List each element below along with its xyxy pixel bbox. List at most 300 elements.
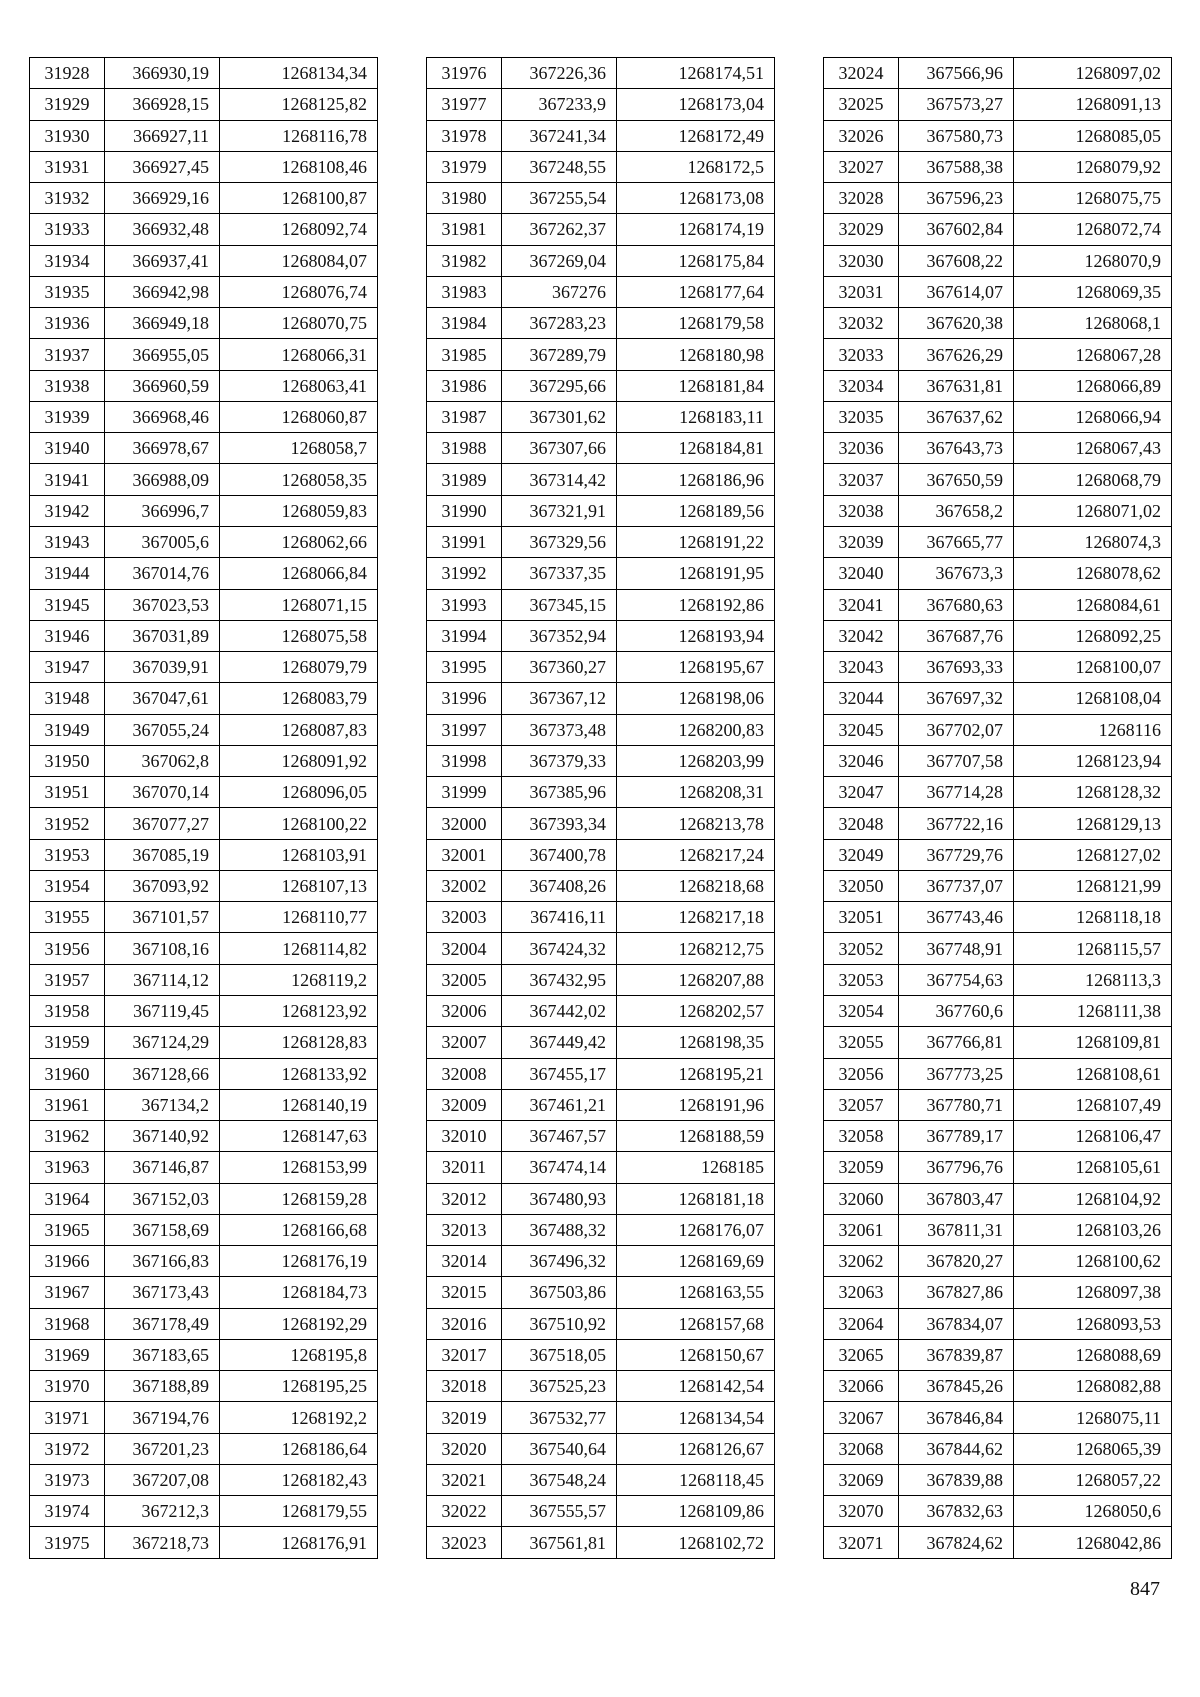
y-coordinate-cell: 1268119,2 xyxy=(220,964,378,995)
table-row xyxy=(824,683,1172,714)
x-coordinate-cell: 367114,12 xyxy=(105,964,220,995)
x-coordinate-cell: 367014,76 xyxy=(105,558,220,589)
table-row xyxy=(427,1058,775,1089)
x-coordinate-cell: 367665,77 xyxy=(899,526,1014,557)
x-coordinate-cell: 367212,3 xyxy=(105,1496,220,1527)
table-row xyxy=(427,870,775,901)
table-row xyxy=(30,89,378,120)
table-row xyxy=(30,1152,378,1183)
y-coordinate-cell: 1268091,13 xyxy=(1014,89,1172,120)
coordinate-table-3 xyxy=(823,57,1172,1559)
y-coordinate-cell: 1268189,56 xyxy=(617,495,775,526)
table-row xyxy=(30,1121,378,1152)
y-coordinate-cell: 1268110,77 xyxy=(220,902,378,933)
y-coordinate-cell: 1268050,6 xyxy=(1014,1496,1172,1527)
point-number-cell: 31931 xyxy=(30,151,105,182)
table-row xyxy=(427,1027,775,1058)
x-coordinate-cell: 367023,53 xyxy=(105,589,220,620)
point-number-cell: 31999 xyxy=(427,777,502,808)
point-number-cell: 32013 xyxy=(427,1214,502,1245)
table-row xyxy=(824,1496,1172,1527)
x-coordinate-cell: 367525,23 xyxy=(502,1371,617,1402)
y-coordinate-cell: 1268198,35 xyxy=(617,1027,775,1058)
table-row xyxy=(30,433,378,464)
table-row xyxy=(427,589,775,620)
point-number-cell: 32018 xyxy=(427,1371,502,1402)
point-number-cell: 32064 xyxy=(824,1308,899,1339)
table-row xyxy=(824,1339,1172,1370)
table-row xyxy=(824,89,1172,120)
x-coordinate-cell: 367352,94 xyxy=(502,620,617,651)
table-row xyxy=(30,777,378,808)
point-number-cell: 31939 xyxy=(30,401,105,432)
x-coordinate-cell: 367178,49 xyxy=(105,1308,220,1339)
x-coordinate-cell: 367158,69 xyxy=(105,1214,220,1245)
table-row xyxy=(30,1308,378,1339)
table-row xyxy=(824,1527,1172,1558)
x-coordinate-cell: 367314,42 xyxy=(502,464,617,495)
y-coordinate-cell: 1268125,82 xyxy=(220,89,378,120)
x-coordinate-cell: 367424,32 xyxy=(502,933,617,964)
point-number-cell: 31996 xyxy=(427,683,502,714)
y-coordinate-cell: 1268133,92 xyxy=(220,1058,378,1089)
table-row xyxy=(30,620,378,651)
x-coordinate-cell: 367455,17 xyxy=(502,1058,617,1089)
table-row xyxy=(427,839,775,870)
y-coordinate-cell: 1268192,86 xyxy=(617,589,775,620)
table-row xyxy=(30,120,378,151)
point-number-cell: 31970 xyxy=(30,1371,105,1402)
table-row xyxy=(824,714,1172,745)
x-coordinate-cell: 367173,43 xyxy=(105,1277,220,1308)
y-coordinate-cell: 1268105,61 xyxy=(1014,1152,1172,1183)
table-row xyxy=(824,589,1172,620)
table-row xyxy=(427,464,775,495)
x-coordinate-cell: 367233,9 xyxy=(502,89,617,120)
table-row xyxy=(30,1464,378,1495)
x-coordinate-cell: 367128,66 xyxy=(105,1058,220,1089)
point-number-cell: 31985 xyxy=(427,339,502,370)
x-coordinate-cell: 367540,64 xyxy=(502,1433,617,1464)
point-number-cell: 32003 xyxy=(427,902,502,933)
table-row xyxy=(427,1183,775,1214)
table-row xyxy=(427,245,775,276)
y-coordinate-cell: 1268176,19 xyxy=(220,1246,378,1277)
point-number-cell: 32046 xyxy=(824,745,899,776)
table-row xyxy=(30,1339,378,1370)
point-number-cell: 31942 xyxy=(30,495,105,526)
y-coordinate-cell: 1268134,34 xyxy=(220,58,378,89)
table-row xyxy=(427,995,775,1026)
point-number-cell: 32026 xyxy=(824,120,899,151)
table-row xyxy=(30,652,378,683)
point-number-cell: 31967 xyxy=(30,1277,105,1308)
point-number-cell: 32050 xyxy=(824,870,899,901)
y-coordinate-cell: 1268067,43 xyxy=(1014,433,1172,464)
table-row xyxy=(427,495,775,526)
x-coordinate-cell: 366930,19 xyxy=(105,58,220,89)
point-number-cell: 32037 xyxy=(824,464,899,495)
y-coordinate-cell: 1268123,94 xyxy=(1014,745,1172,776)
table-row xyxy=(30,714,378,745)
x-coordinate-cell: 367714,28 xyxy=(899,777,1014,808)
table-row xyxy=(427,1121,775,1152)
table-row xyxy=(427,714,775,745)
y-coordinate-cell: 1268063,41 xyxy=(220,370,378,401)
x-coordinate-cell: 367269,04 xyxy=(502,245,617,276)
y-coordinate-cell: 1268180,98 xyxy=(617,339,775,370)
point-number-cell: 32041 xyxy=(824,589,899,620)
point-number-cell: 32021 xyxy=(427,1464,502,1495)
point-number-cell: 32034 xyxy=(824,370,899,401)
point-number-cell: 31987 xyxy=(427,401,502,432)
point-number-cell: 32009 xyxy=(427,1089,502,1120)
y-coordinate-cell: 1268059,83 xyxy=(220,495,378,526)
y-coordinate-cell: 1268097,38 xyxy=(1014,1277,1172,1308)
point-number-cell: 32014 xyxy=(427,1246,502,1277)
x-coordinate-cell: 367503,86 xyxy=(502,1277,617,1308)
y-coordinate-cell: 1268169,69 xyxy=(617,1246,775,1277)
x-coordinate-cell: 367548,24 xyxy=(502,1464,617,1495)
point-number-cell: 31998 xyxy=(427,745,502,776)
y-coordinate-cell: 1268123,92 xyxy=(220,995,378,1026)
x-coordinate-cell: 367283,23 xyxy=(502,308,617,339)
point-number-cell: 32054 xyxy=(824,995,899,1026)
y-coordinate-cell: 1268213,78 xyxy=(617,808,775,839)
x-coordinate-cell: 366929,16 xyxy=(105,183,220,214)
x-coordinate-cell: 367360,27 xyxy=(502,652,617,683)
table-row xyxy=(824,214,1172,245)
table-row xyxy=(427,558,775,589)
table-row xyxy=(427,1402,775,1433)
table-row xyxy=(427,1433,775,1464)
point-number-cell: 31980 xyxy=(427,183,502,214)
x-coordinate-cell: 367743,46 xyxy=(899,902,1014,933)
point-number-cell: 32043 xyxy=(824,652,899,683)
x-coordinate-cell: 367766,81 xyxy=(899,1027,1014,1058)
y-coordinate-cell: 1268191,96 xyxy=(617,1089,775,1120)
y-coordinate-cell: 1268218,68 xyxy=(617,870,775,901)
coordinate-table-body xyxy=(824,58,1172,1559)
y-coordinate-cell: 1268087,83 xyxy=(220,714,378,745)
x-coordinate-cell: 367119,45 xyxy=(105,995,220,1026)
x-coordinate-cell: 367496,32 xyxy=(502,1246,617,1277)
coordinate-table-1 xyxy=(29,57,378,1559)
y-coordinate-cell: 1268082,88 xyxy=(1014,1371,1172,1402)
y-coordinate-cell: 1268150,67 xyxy=(617,1339,775,1370)
point-number-cell: 31972 xyxy=(30,1433,105,1464)
point-number-cell: 32029 xyxy=(824,214,899,245)
y-coordinate-cell: 1268066,31 xyxy=(220,339,378,370)
point-number-cell: 31965 xyxy=(30,1214,105,1245)
y-coordinate-cell: 1268103,91 xyxy=(220,839,378,870)
y-coordinate-cell: 1268175,84 xyxy=(617,245,775,276)
point-number-cell: 31944 xyxy=(30,558,105,589)
x-coordinate-cell: 367461,21 xyxy=(502,1089,617,1120)
x-coordinate-cell: 367631,81 xyxy=(899,370,1014,401)
x-coordinate-cell: 367748,91 xyxy=(899,933,1014,964)
x-coordinate-cell: 367226,36 xyxy=(502,58,617,89)
y-coordinate-cell: 1268195,21 xyxy=(617,1058,775,1089)
y-coordinate-cell: 1268084,07 xyxy=(220,245,378,276)
y-coordinate-cell: 1268071,15 xyxy=(220,589,378,620)
x-coordinate-cell: 367643,73 xyxy=(899,433,1014,464)
table-row xyxy=(427,339,775,370)
x-coordinate-cell: 366927,11 xyxy=(105,120,220,151)
point-number-cell: 32052 xyxy=(824,933,899,964)
table-row xyxy=(30,558,378,589)
table-row xyxy=(824,151,1172,182)
point-number-cell: 32063 xyxy=(824,1277,899,1308)
point-number-cell: 31943 xyxy=(30,526,105,557)
y-coordinate-cell: 1268173,04 xyxy=(617,89,775,120)
point-number-cell: 31940 xyxy=(30,433,105,464)
table-row xyxy=(824,1058,1172,1089)
y-coordinate-cell: 1268071,02 xyxy=(1014,495,1172,526)
table-row xyxy=(824,495,1172,526)
x-coordinate-cell: 366932,48 xyxy=(105,214,220,245)
table-row xyxy=(427,964,775,995)
table-row xyxy=(427,1089,775,1120)
point-number-cell: 32048 xyxy=(824,808,899,839)
y-coordinate-cell: 1268118,45 xyxy=(617,1464,775,1495)
x-coordinate-cell: 367707,58 xyxy=(899,745,1014,776)
table-row xyxy=(427,1371,775,1402)
point-number-cell: 31941 xyxy=(30,464,105,495)
table-row xyxy=(824,370,1172,401)
y-coordinate-cell: 1268118,18 xyxy=(1014,902,1172,933)
table-row xyxy=(824,1402,1172,1433)
x-coordinate-cell: 367820,27 xyxy=(899,1246,1014,1277)
x-coordinate-cell: 367561,81 xyxy=(502,1527,617,1558)
x-coordinate-cell: 367432,95 xyxy=(502,964,617,995)
table-row xyxy=(427,1152,775,1183)
table-row xyxy=(30,526,378,557)
point-number-cell: 31991 xyxy=(427,526,502,557)
x-coordinate-cell: 367140,92 xyxy=(105,1121,220,1152)
table-row xyxy=(427,151,775,182)
x-coordinate-cell: 367077,27 xyxy=(105,808,220,839)
table-row xyxy=(427,683,775,714)
x-coordinate-cell: 367588,38 xyxy=(899,151,1014,182)
table-row xyxy=(427,401,775,432)
point-number-cell: 31975 xyxy=(30,1527,105,1558)
x-coordinate-cell: 367760,6 xyxy=(899,995,1014,1026)
point-number-cell: 31997 xyxy=(427,714,502,745)
y-coordinate-cell: 1268191,95 xyxy=(617,558,775,589)
table-row xyxy=(824,1121,1172,1152)
point-number-cell: 31989 xyxy=(427,464,502,495)
point-number-cell: 31971 xyxy=(30,1402,105,1433)
x-coordinate-cell: 367722,16 xyxy=(899,808,1014,839)
table-row xyxy=(427,214,775,245)
table-row xyxy=(824,777,1172,808)
point-number-cell: 32030 xyxy=(824,245,899,276)
x-coordinate-cell: 367780,71 xyxy=(899,1089,1014,1120)
table-row xyxy=(427,433,775,464)
table-row xyxy=(824,870,1172,901)
x-coordinate-cell: 367620,38 xyxy=(899,308,1014,339)
point-number-cell: 31978 xyxy=(427,120,502,151)
table-row xyxy=(427,1308,775,1339)
y-coordinate-cell: 1268060,87 xyxy=(220,401,378,432)
table-row xyxy=(30,308,378,339)
y-coordinate-cell: 1268100,87 xyxy=(220,183,378,214)
table-row xyxy=(30,151,378,182)
table-row xyxy=(30,1183,378,1214)
x-coordinate-cell: 367108,16 xyxy=(105,933,220,964)
point-number-cell: 31956 xyxy=(30,933,105,964)
x-coordinate-cell: 367146,87 xyxy=(105,1152,220,1183)
x-coordinate-cell: 367834,07 xyxy=(899,1308,1014,1339)
point-number-cell: 32005 xyxy=(427,964,502,995)
x-coordinate-cell: 367442,02 xyxy=(502,995,617,1026)
point-number-cell: 31995 xyxy=(427,652,502,683)
y-coordinate-cell: 1268203,99 xyxy=(617,745,775,776)
x-coordinate-cell: 367218,73 xyxy=(105,1527,220,1558)
y-coordinate-cell: 1268217,18 xyxy=(617,902,775,933)
point-number-cell: 32033 xyxy=(824,339,899,370)
point-number-cell: 32051 xyxy=(824,902,899,933)
table-row xyxy=(30,495,378,526)
point-number-cell: 32008 xyxy=(427,1058,502,1089)
point-number-cell: 32071 xyxy=(824,1527,899,1558)
y-coordinate-cell: 1268173,08 xyxy=(617,183,775,214)
table-row xyxy=(824,58,1172,89)
x-coordinate-cell: 367573,27 xyxy=(899,89,1014,120)
y-coordinate-cell: 1268066,94 xyxy=(1014,401,1172,432)
y-coordinate-cell: 1268096,05 xyxy=(220,777,378,808)
point-number-cell: 32061 xyxy=(824,1214,899,1245)
y-coordinate-cell: 1268134,54 xyxy=(617,1402,775,1433)
x-coordinate-cell: 367474,14 xyxy=(502,1152,617,1183)
x-coordinate-cell: 367194,76 xyxy=(105,1402,220,1433)
table-row xyxy=(824,1464,1172,1495)
table-row xyxy=(30,1089,378,1120)
y-coordinate-cell: 1268078,62 xyxy=(1014,558,1172,589)
table-row xyxy=(30,1027,378,1058)
y-coordinate-cell: 1268069,35 xyxy=(1014,276,1172,307)
x-coordinate-cell: 367039,91 xyxy=(105,652,220,683)
y-coordinate-cell: 1268129,13 xyxy=(1014,808,1172,839)
table-row xyxy=(427,777,775,808)
table-row xyxy=(824,1152,1172,1183)
x-coordinate-cell: 367295,66 xyxy=(502,370,617,401)
table-row xyxy=(824,183,1172,214)
y-coordinate-cell: 1268084,61 xyxy=(1014,589,1172,620)
table-row xyxy=(30,401,378,432)
x-coordinate-cell: 367255,54 xyxy=(502,183,617,214)
point-number-cell: 31960 xyxy=(30,1058,105,1089)
x-coordinate-cell: 367811,31 xyxy=(899,1214,1014,1245)
x-coordinate-cell: 367289,79 xyxy=(502,339,617,370)
y-coordinate-cell: 1268116,78 xyxy=(220,120,378,151)
point-number-cell: 31966 xyxy=(30,1246,105,1277)
point-number-cell: 32000 xyxy=(427,808,502,839)
x-coordinate-cell: 367367,12 xyxy=(502,683,617,714)
table-row xyxy=(824,1214,1172,1245)
y-coordinate-cell: 1268159,28 xyxy=(220,1183,378,1214)
point-number-cell: 31988 xyxy=(427,433,502,464)
point-number-cell: 32044 xyxy=(824,683,899,714)
table-row xyxy=(824,1308,1172,1339)
point-number-cell: 31952 xyxy=(30,808,105,839)
point-number-cell: 31990 xyxy=(427,495,502,526)
y-coordinate-cell: 1268093,53 xyxy=(1014,1308,1172,1339)
x-coordinate-cell: 367393,34 xyxy=(502,808,617,839)
y-coordinate-cell: 1268109,81 xyxy=(1014,1027,1172,1058)
x-coordinate-cell: 367301,62 xyxy=(502,401,617,432)
table-row xyxy=(30,745,378,776)
x-coordinate-cell: 367070,14 xyxy=(105,777,220,808)
x-coordinate-cell: 367846,84 xyxy=(899,1402,1014,1433)
table-row xyxy=(30,1058,378,1089)
point-number-cell: 32023 xyxy=(427,1527,502,1558)
point-number-cell: 31929 xyxy=(30,89,105,120)
table-row xyxy=(30,245,378,276)
table-row xyxy=(30,1433,378,1464)
table-row xyxy=(30,870,378,901)
x-coordinate-cell: 367337,35 xyxy=(502,558,617,589)
x-coordinate-cell: 367789,17 xyxy=(899,1121,1014,1152)
point-number-cell: 31930 xyxy=(30,120,105,151)
point-number-cell: 32015 xyxy=(427,1277,502,1308)
point-number-cell: 32053 xyxy=(824,964,899,995)
y-coordinate-cell: 1268108,46 xyxy=(220,151,378,182)
point-number-cell: 32032 xyxy=(824,308,899,339)
y-coordinate-cell: 1268100,07 xyxy=(1014,652,1172,683)
table-row xyxy=(30,339,378,370)
x-coordinate-cell: 367680,63 xyxy=(899,589,1014,620)
y-coordinate-cell: 1268195,25 xyxy=(220,1371,378,1402)
x-coordinate-cell: 367773,25 xyxy=(899,1058,1014,1089)
table-row xyxy=(824,839,1172,870)
point-number-cell: 32040 xyxy=(824,558,899,589)
y-coordinate-cell: 1268128,83 xyxy=(220,1027,378,1058)
y-coordinate-cell: 1268140,19 xyxy=(220,1089,378,1120)
y-coordinate-cell: 1268088,69 xyxy=(1014,1339,1172,1370)
table-row xyxy=(30,589,378,620)
table-row xyxy=(427,276,775,307)
point-number-cell: 31957 xyxy=(30,964,105,995)
y-coordinate-cell: 1268066,89 xyxy=(1014,370,1172,401)
point-number-cell: 31954 xyxy=(30,870,105,901)
x-coordinate-cell: 367379,33 xyxy=(502,745,617,776)
point-number-cell: 32045 xyxy=(824,714,899,745)
x-coordinate-cell: 367047,61 xyxy=(105,683,220,714)
x-coordinate-cell: 367839,87 xyxy=(899,1339,1014,1370)
y-coordinate-cell: 1268108,04 xyxy=(1014,683,1172,714)
y-coordinate-cell: 1268103,26 xyxy=(1014,1214,1172,1245)
x-coordinate-cell: 367055,24 xyxy=(105,714,220,745)
y-coordinate-cell: 1268070,9 xyxy=(1014,245,1172,276)
y-coordinate-cell: 1268179,58 xyxy=(617,308,775,339)
y-coordinate-cell: 1268200,83 xyxy=(617,714,775,745)
x-coordinate-cell: 367416,11 xyxy=(502,902,617,933)
point-number-cell: 32025 xyxy=(824,89,899,120)
point-number-cell: 32022 xyxy=(427,1496,502,1527)
x-coordinate-cell: 367566,96 xyxy=(899,58,1014,89)
y-coordinate-cell: 1268186,64 xyxy=(220,1433,378,1464)
y-coordinate-cell: 1268111,38 xyxy=(1014,995,1172,1026)
x-coordinate-cell: 367152,03 xyxy=(105,1183,220,1214)
table-row xyxy=(824,276,1172,307)
point-number-cell: 31974 xyxy=(30,1496,105,1527)
x-coordinate-cell: 367658,2 xyxy=(899,495,1014,526)
point-number-cell: 32059 xyxy=(824,1152,899,1183)
x-coordinate-cell: 366996,7 xyxy=(105,495,220,526)
point-number-cell: 32004 xyxy=(427,933,502,964)
